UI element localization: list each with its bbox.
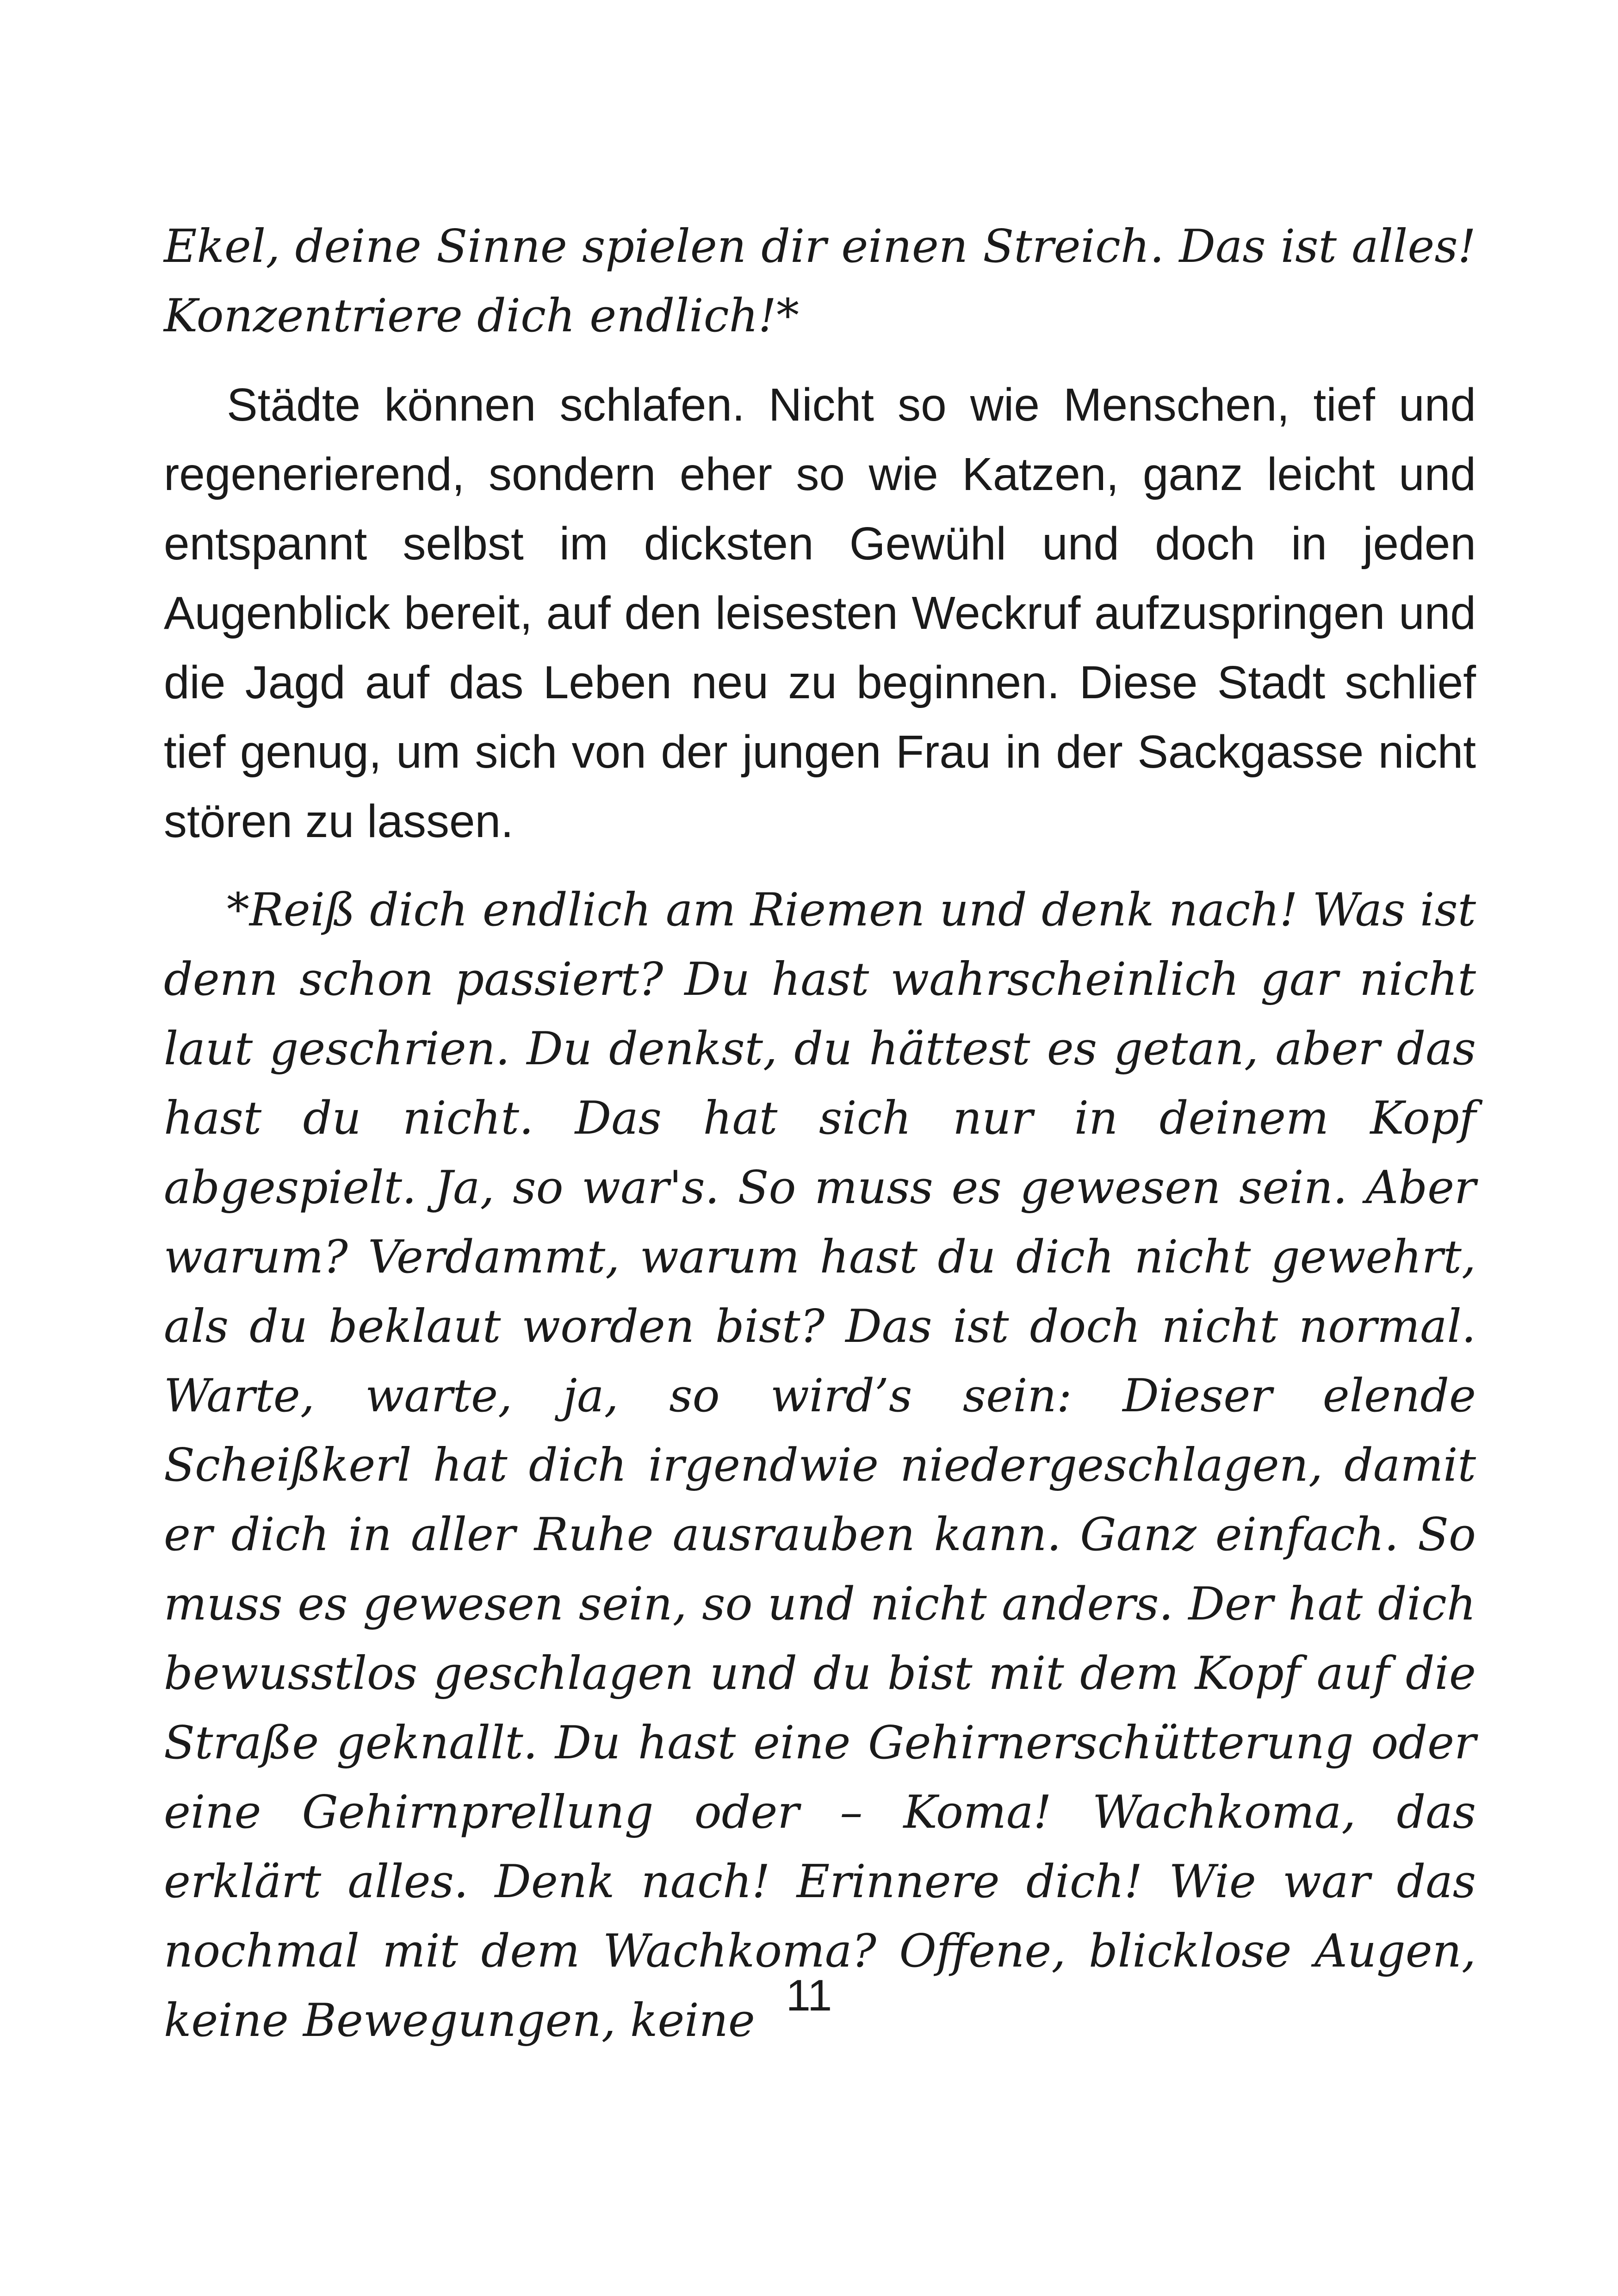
page-number: 11: [786, 1971, 832, 2020]
paragraph-narration: Städte können schlafen. Nicht so wie Menschen, tief und regenerierend, sondern eher so wie Katzen, ganz leicht und entspannt selbst im dicksten Gewühl und doch in jeden Augenblick bereit, auf den leisesten Weckruf aufzuspringen und die Jagd auf das Leben neu zu beginnen. Diese Stadt schlief tief genug, um sich von der jungen Frau in der Sackgasse nicht stören zu lassen.: [164, 379, 1476, 847]
page-body: [164, 212, 1476, 2055]
paragraph-inner-voice-continued: Ekel, deine Sinne spielen dir einen Streich. Das ist alles! Konzentriere dich endlich!*: [164, 220, 1476, 342]
paragraph-inner-voice: *Reiß dich endlich am Riemen und denk nach! Was ist denn schon passiert? Du hast wahrscheinlich gar nicht laut geschrien. Du denkst, du hättest es getan, aber das hast du nicht. Das hat sich nur in deinem Kopf abgespielt. Ja, so war's. So muss es gewesen sein. Aber warum? Verdammt, warum hast du dich nicht gewehrt, als du beklaut worden bist? Das ist doch nicht normal. Warte, warte, ja, so wird’s sein: Dieser elende Scheißkerl hat dich irgendwie niedergeschlagen, damit er dich in aller Ruhe ausrauben kann. Ganz einfach. So muss es gewesen sein, so und nicht anders. Der hat dich bewusstlos geschlagen und du bist mit dem Kopf auf die Straße geknallt. Du hast eine Gehirnerschütterung oder eine Gehirnprellung oder – Koma! Wachkoma, das erklärt alles. Denk nach! Erinnere dich! Wie war das nochmal mit dem Wachkoma? Offene, blicklose Augen, keine Bewegungen, keine: [164, 884, 1476, 2047]
